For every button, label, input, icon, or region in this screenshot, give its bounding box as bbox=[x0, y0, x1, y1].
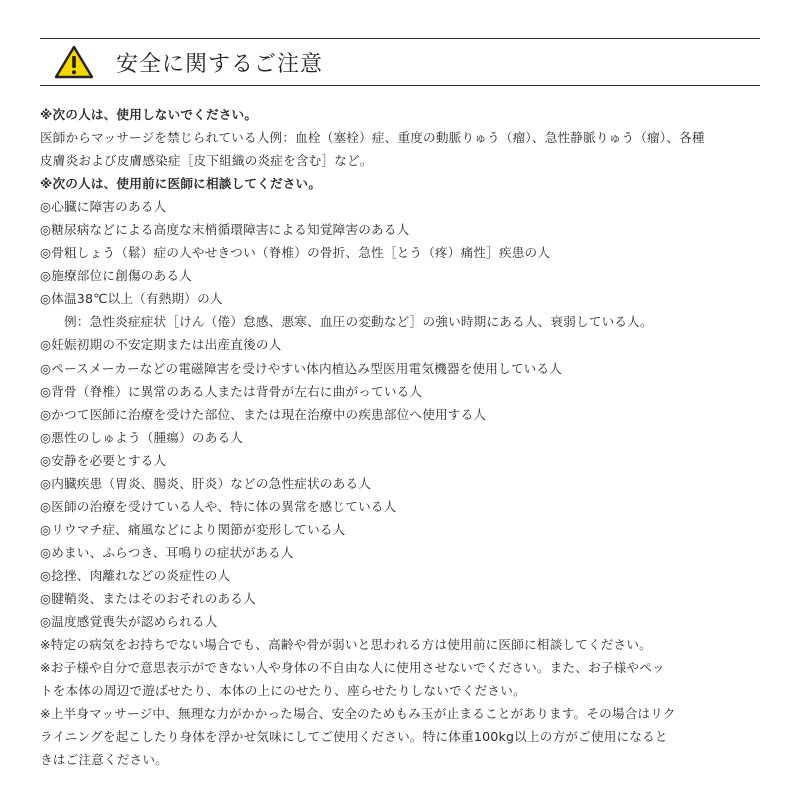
notice-line: ◎リウマチ症、痛風などにより関節が変形している人 bbox=[40, 521, 346, 537]
notice-line: ※お子様や自分で意思表示ができない人や身体の不自由な人に使用させないでください。また、お子様やペッ bbox=[40, 660, 665, 676]
notice-line: ライニングを起こしたり身体を浮かせ気味にしてご使用ください。特に体重100kg以上の方がご使用になると bbox=[40, 729, 668, 745]
notice-line: ◎骨粗しょう（鬆）症の人やせきつい（脊椎）の骨折、急性［とう（疼）痛性］疾患の人 bbox=[40, 245, 551, 261]
notice-line: ◎ペースメーカーなどの電磁障害を受けやすい体内植込み型医用電気機器を使用している人 bbox=[40, 360, 563, 376]
notice-line: ◎腱鞘炎、またはそのおそれのある人 bbox=[40, 590, 256, 606]
notice-line: ◎糖尿病などによる高度な末梢循環障害による知覚障害のある人 bbox=[40, 222, 410, 238]
page-title: 安全に関するご注意 bbox=[116, 51, 324, 77]
notice-line: ◎捻挫、肉離れなどの炎症性の人 bbox=[40, 567, 231, 583]
notice-line: ◎背骨（脊椎）に異常のある人または背骨が左右に曲がっている人 bbox=[40, 383, 423, 399]
notice-line: ◎内臓疾患（胃炎、腸炎、肝炎）などの急性症状のある人 bbox=[40, 475, 372, 491]
notice-line: ◎かつて医師に治療を受けた部位、または現在治療中の疾患部位へ使用する人 bbox=[40, 406, 487, 422]
notice-line: 皮膚炎および皮膚感染症［皮下組織の炎症を含む］など。 bbox=[40, 153, 373, 169]
section-heading: ※次の人は、使用前に医師に相談してください。 bbox=[40, 176, 322, 192]
notice-line: 医師からマッサージを禁じられている人例：血栓（塞栓）症、重度の動脈りゅう（瘤）、急性静脈りゅう（瘤）、各種 bbox=[40, 130, 705, 146]
notice-line: 例：急性炎症症状［けん（倦）怠感、悪寒、血圧の変動など］の強い時期にある人、衰弱している人。 bbox=[64, 314, 653, 330]
notice-line: ◎医師の治療を受けている人や、特に体の異常を感じている人 bbox=[40, 498, 397, 514]
notice-line: きはご注意ください。 bbox=[40, 752, 168, 768]
notice-line: ◎安静を必要とする人 bbox=[40, 452, 167, 468]
notice-line: ◎妊娠初期の不安定期または出産直後の人 bbox=[40, 337, 282, 353]
section-header bbox=[40, 38, 760, 86]
notice-line: トを本体の周辺で遊ばせたり、本体の上にのせたり、座らせたりしないでください。 bbox=[40, 683, 526, 699]
notice-line: ◎体温38℃以上（有熱期）の人 bbox=[40, 291, 223, 307]
notice-line: ◎悪性のしゅよう（腫瘍）のある人 bbox=[40, 429, 244, 445]
notice-line: ◎施療部位に創傷のある人 bbox=[40, 268, 192, 284]
notice-line: ◎心臓に障害のある人 bbox=[40, 199, 167, 215]
warning-triangle-icon bbox=[54, 45, 94, 79]
notice-line: ※特定の病気をお持ちでない場合でも、高齢や骨が弱いと思われる方は使用前に医師に相談してください。 bbox=[40, 637, 652, 653]
notice-line: ※上半身マッサージ中、無理な力がかかった場合、安全のためもみ玉が止まることがあります。その場合はリク bbox=[40, 706, 676, 722]
section-heading: ※次の人は、使用しないでください。 bbox=[40, 107, 258, 122]
notice-line: ◎温度感覚喪失が認められる人 bbox=[40, 614, 218, 630]
notice-body bbox=[40, 103, 765, 771]
notice-line: ◎めまい、ふらつき、耳鳴りの症状がある人 bbox=[40, 544, 294, 560]
